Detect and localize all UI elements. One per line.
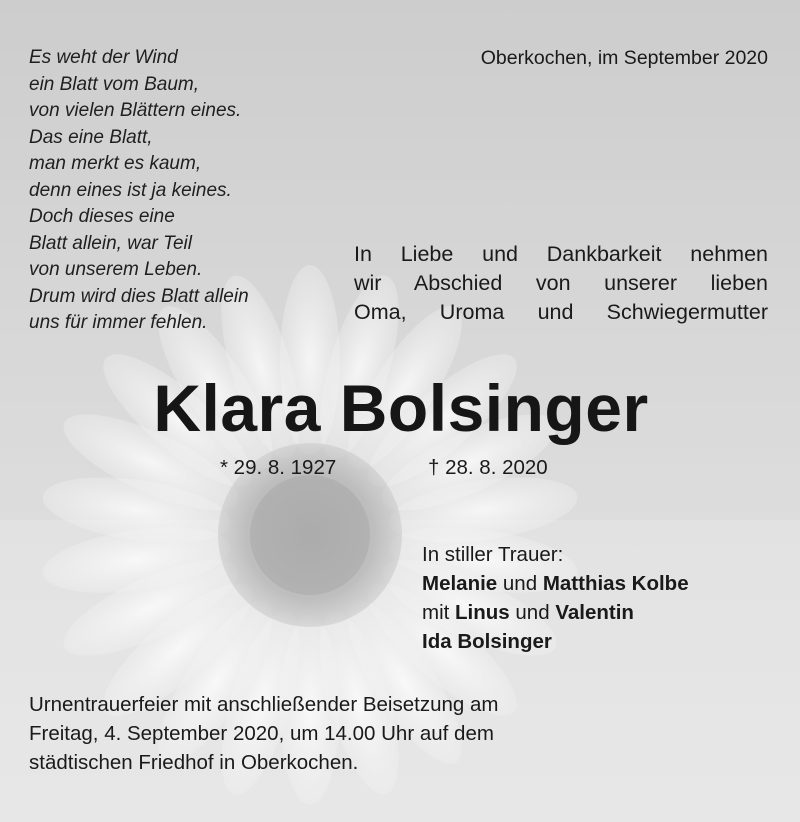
farewell-intro [354,240,768,327]
mourners-heading: In stiller Trauer: [422,543,564,566]
intro-line: In Liebe und Dankbarkeit nehmen [354,242,768,266]
mourner-name: Matthias Kolbe [542,572,689,595]
place-date: Oberkochen, im September 2020 [480,47,768,69]
mourner-name: Ida Bolsinger [422,630,552,653]
poem [29,45,249,337]
intro-line: wir Abschied von unserer lieben [354,271,768,295]
poem-line: Drum wird dies Blatt allein [29,285,249,307]
poem-line: von vielen Blättern eines. [29,100,242,121]
funeral-service-info [29,690,498,777]
poem-line: Doch dieses eine [29,206,175,227]
poem-line: uns für immer fehlen. [29,312,208,333]
mourners-block [422,540,689,656]
poem-line: von unserem Leben. [29,259,203,280]
poem-line: man merkt es kaum, [29,153,202,174]
mourner-name: Linus [455,601,510,624]
death-date: † 28. 8. 2020 [428,456,548,479]
service-line: Urnentrauerfeier mit anschließender Beisetzung am [29,693,499,716]
poem-line: Es weht der Wind [29,47,178,68]
birth-date: * 29. 8. 1927 [220,456,337,479]
conjunction: mit [422,601,456,624]
conjunction: und [509,601,556,624]
intro-line: Oma, Uroma und Schwiegermutter [354,300,768,324]
conjunction: und [497,572,543,595]
mourners-line [422,569,689,598]
mourners-line [422,598,689,627]
service-line: Freitag, 4. September 2020, um 14.00 Uhr auf dem [29,722,494,745]
service-line: städtischen Friedhof in Oberkochen. [29,751,359,774]
poem-line: denn eines ist ja keines. [29,179,232,201]
poem-line: Blatt allein, war Teil [29,232,192,254]
poem-line: ein Blatt vom Baum, [29,73,200,95]
mourner-name: Valentin [555,601,634,624]
deceased-name: Klara Bolsinger [153,371,649,445]
mourners-line [422,627,689,656]
mourner-name: Melanie [422,572,498,595]
poem-line: Das eine Blatt, [29,126,153,148]
